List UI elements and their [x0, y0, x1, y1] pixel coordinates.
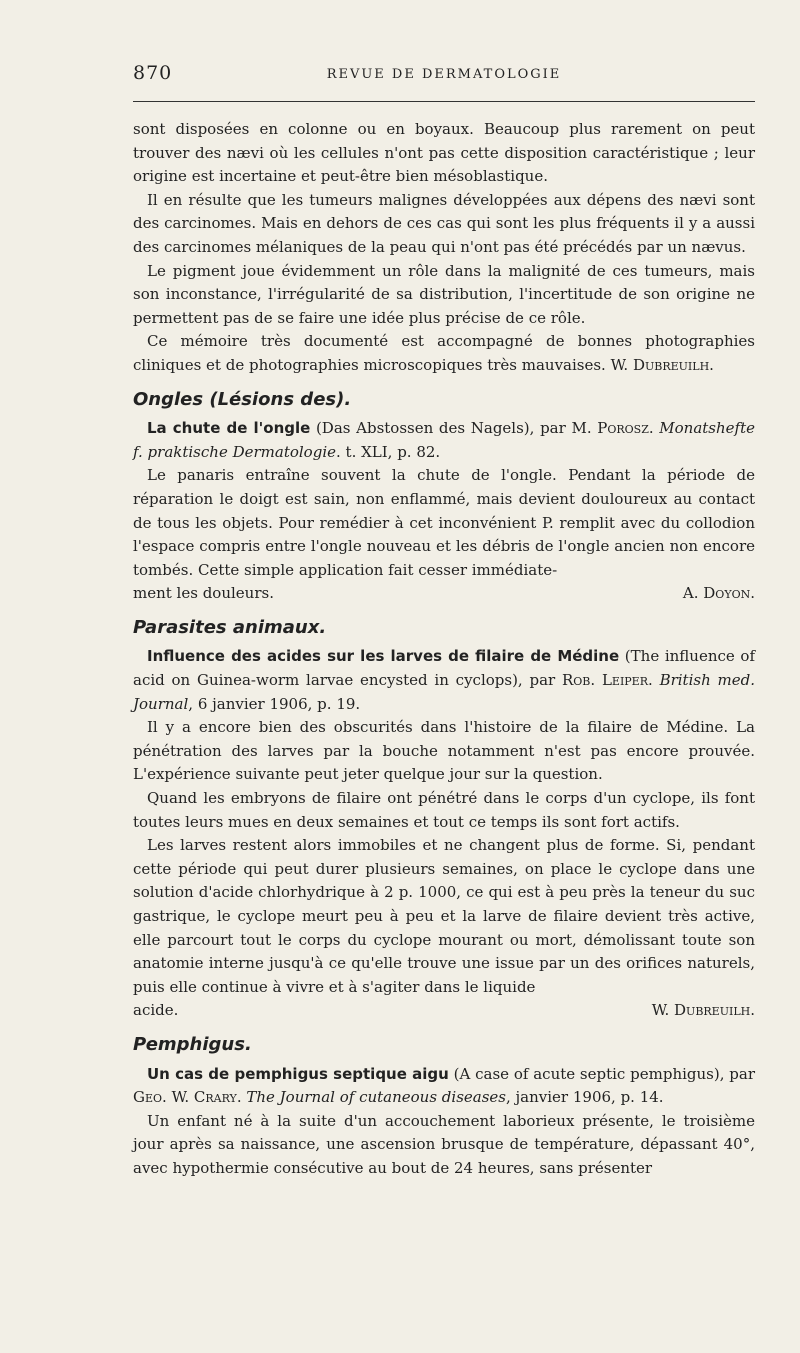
section-title: Parasites animaux. [133, 616, 327, 638]
article-title: La chute de l'ongle [147, 419, 311, 438]
reference-text: . [648, 671, 660, 690]
section-title: Ongles (Lésions des). [133, 388, 352, 410]
paragraph-end: acide. [133, 1001, 179, 1020]
reference-text: , 6 janvier 1906, p. 19. [188, 694, 361, 713]
paragraph: Un enfant né à la suite d'un accouchement laborieux présente, le troisième jour après sa naissance, une ascension brusque de température, dépassant 40°, avec hypothermie consécutive au bout de 24 heures, sans présenter [133, 1111, 755, 1177]
paragraph: Les larves restent alors immobiles et ne changent plus de forme. Si, pendant cette période qui peut durer plusieurs semaines, on place le cyclope dans une solution d'acide chlorhydrique à 2 p. 1000, ce qui est à peu près la teneur du suc gastrique, le cyclope meurt peu à peu et la larve de filaire devient très active, elle parcourt tout le corps du cyclope mourant ou mort, démolissant toute son anatomie interne jusqu'à ce qu'elle trouve une issue par un des orifices naturels, puis elle continue à vivre et à s'agiter dans le liquide [133, 836, 755, 996]
author-name: Rob. Leiper [562, 671, 648, 690]
body-text [133, 118, 755, 1181]
reference-text: . t. XLI, p. 82. [336, 442, 441, 461]
article-title: Influence des acides sur les larves de filaire de Médine [147, 647, 620, 666]
journal-name: The Journal of cutaneous diseases [246, 1088, 506, 1107]
article-reference [133, 1063, 755, 1110]
paragraph: Le panaris entraîne souvent la chute de l'ongle. Pendant la période de réparation le doigt est sain, non enflammé, mais devient douloureux au contact de tous les objets. Pour remédier à cet inconvénient P. remplit avec du collodion l'espace compris entre l'ongle nouveau et les débris de l'ongle ancien non encore tombés. Cette simple application fait cesser immédiate- [133, 466, 755, 579]
article-title: Un cas de pemphigus septique aigu [147, 1064, 449, 1083]
running-title: REVUE DE DERMATOLOGIE [326, 67, 562, 82]
reference-text: (The influence of acid on Guinea-worm larvae encysted in cyclops), par [133, 647, 755, 690]
signature: W. Dubreuilh. [610, 355, 714, 374]
reference-text: (Das Abstossen des Nagels), par M. [310, 419, 598, 438]
paragraph: Quand les embryons de filaire ont pénétré dans le corps d'un cyclope, ils font toutes leurs mues en deux semaines et tout ce temps ils sont fort actifs. [133, 789, 755, 831]
reference-text: . [236, 1088, 247, 1107]
author-name: Geo. W. Crary [133, 1088, 237, 1107]
header-rule [133, 101, 755, 102]
page-header [133, 62, 755, 90]
reference-text: , janvier 1906, p. 14. [505, 1088, 664, 1107]
paragraph [133, 330, 755, 377]
paragraph-end: ment les douleurs. [133, 584, 274, 603]
article-reference [133, 417, 755, 464]
section-title: Pemphigus. [133, 1033, 252, 1055]
reference-text: (A case of acute septic pemphigus), par [448, 1064, 755, 1083]
closing-line [133, 582, 755, 606]
paragraph: Il y a encore bien des obscurités dans l'histoire de la filaire de Médine. La pénétration des larves par la bouche notamment n'est pas encore prouvée. L'expérience suivante peut jeter quelque jour sur la question. [133, 718, 755, 784]
signature: W. Dubreuilh. [651, 1001, 755, 1020]
article-reference [133, 645, 755, 716]
journal-name: British med. Journal [133, 671, 755, 713]
paragraph: sont disposées en colonne ou en boyaux. Beaucoup plus rarement on peut trouver des nævi où les cellules n'ont pas cette disposition caractéristique ; leur origine est incertaine et peut-être bien mésoblastique. [133, 120, 755, 186]
reference-text: . [648, 419, 660, 438]
paragraph-text: Ce mémoire très documenté est accompagné de bonnes photographies cliniques et de photographies microscopiques très mauvaises. [133, 332, 755, 374]
author-name: Porosz [597, 419, 649, 438]
paragraph: Le pigment joue évidemment un rôle dans la malignité de ces tumeurs, mais son inconstance, l'irrégularité de sa distribution, l'incertitude de son origine ne permettent pas de se faire une idée plus précise de ce rôle. [133, 261, 755, 327]
journal-name: Monatshefte f. praktische Dermatologie [133, 419, 755, 461]
closing-line [133, 999, 755, 1023]
paragraph: Il en résulte que les tumeurs malignes développées aux dépens des nævi sont des carcinomes. Mais en dehors de ces cas qui sont les plus fréquents il y a aussi des carcinomes mélaniques de la peau qui n'ont pas été précédés par un nævus. [133, 190, 755, 256]
signature: A. Doyon. [682, 584, 755, 603]
page-number: 870 [133, 62, 173, 84]
